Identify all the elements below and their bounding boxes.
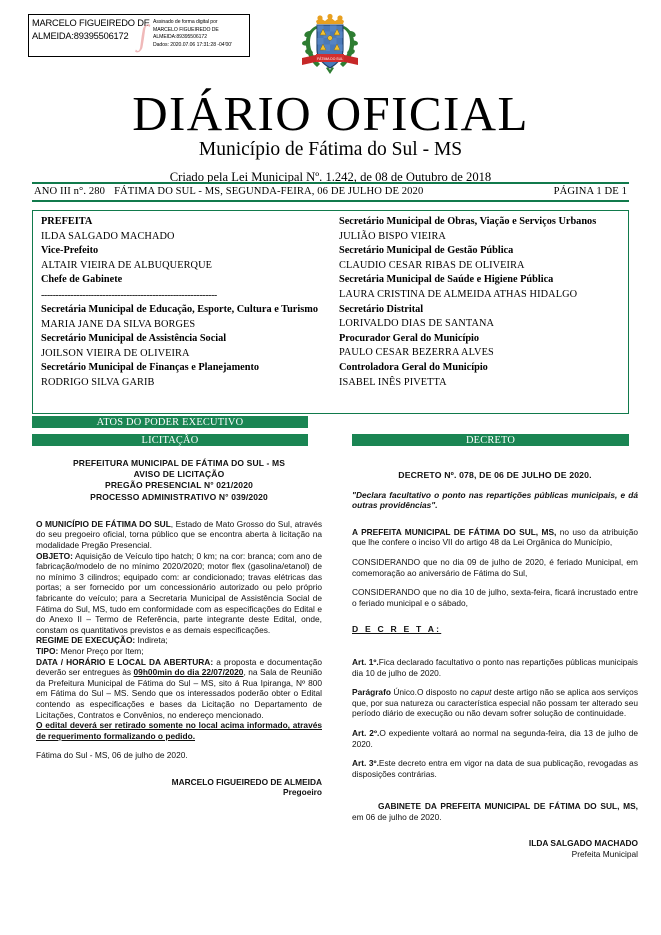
- licitacao-intro-rest: , Estado de Mato Grosso do Sul, através do seu pregoeiro oficial, torna público que se encontra aberta à licitação na modalidade Pregão Presencial.: [36, 518, 323, 550]
- decreto-preamble-bold: A PREFEITA MUNICIPAL DE FÁTIMA DO SUL, MS,: [352, 526, 557, 537]
- decreta-label: D E C R E T A:: [352, 624, 442, 635]
- licitacao-place-date: Fátima do Sul - MS, 06 de julho de 2020.: [36, 750, 188, 761]
- decreto-artigo-3: [352, 758, 638, 779]
- official-name: LORIVALDO DIAS DE SANTANA: [339, 318, 495, 330]
- masthead: [0, 88, 661, 186]
- signature-name: MARCELO FIGUEIREDO DE ALMEIDA:89395506172: [32, 18, 150, 41]
- svg-text:FÁTIMA DO SUL: FÁTIMA DO SUL: [317, 57, 343, 61]
- licitacao-regime-paragraph: [36, 635, 322, 646]
- official-role: Controladora Geral do Município: [339, 361, 488, 373]
- paragrafo-text-1: Único.O disposto no: [390, 687, 471, 698]
- licitacao-article: [36, 458, 322, 798]
- artigo-1-label: Art. 1º.: [352, 656, 379, 667]
- decreto-paragrafo-unico: [352, 687, 638, 719]
- tipo-label: TIPO:: [36, 645, 59, 656]
- tipo-text: Menor Preço por Item;: [58, 645, 144, 656]
- official-role: Secretário Distrital: [339, 303, 424, 315]
- official-name: LAURA CRISTINA DE ALMEIDA ATHAS HIDALGO: [339, 288, 578, 300]
- officials-box: [32, 210, 629, 414]
- official-name: MARIA JANE DA SILVA BORGES: [41, 318, 196, 330]
- official-role: Secretária Municipal de Saúde e Higiene Pública: [339, 274, 554, 286]
- licitacao-data-paragraph: [36, 657, 322, 721]
- digital-signature-stamp: [28, 14, 250, 57]
- official-name: ILDA SALGADO MACHADO: [41, 230, 175, 242]
- data-abertura-label: DATA / HORÁRIO E LOCAL DA ABERTURA:: [36, 656, 214, 667]
- licitacao-heading-line-2: AVISO DE LICITAÇÃO: [133, 469, 225, 480]
- gabinete-rest: em 06 de julho de 2020.: [352, 811, 442, 822]
- decreto-gabinete-line: [352, 801, 638, 822]
- regime-text: Indireta;: [135, 635, 168, 646]
- issue-place-date: FÁTIMA DO SUL - MS, SEGUNDA-FEIRA, 06 DE JULHO DE 2020: [114, 186, 424, 197]
- official-role: Vice-Prefeito: [41, 245, 99, 257]
- signature-flourish-icon: ∫: [136, 18, 150, 53]
- decreto-signer-name: ILDA SALGADO MACHADO: [528, 838, 638, 849]
- artigo-3-label: Art. 3º.: [352, 758, 379, 769]
- licitacao-heading-line-4: PROCESSO ADMINISTRATIVO N° 039/2020: [90, 491, 268, 502]
- signature-meta-line-4: Dados: 2020.07.06 17:31:28 -04'00': [153, 41, 232, 48]
- official-role: Secretário Municipal de Assistência Social: [41, 333, 227, 345]
- signature-meta-line-3: ALMEIDA:89395506172: [153, 34, 207, 41]
- artigo-2-text: O expediente voltará ao normal na segunda-feira, dia 13 de julho de 2020.: [352, 727, 638, 749]
- signature-meta-line-2: MARCELO FIGUEIREDO DE: [153, 26, 219, 33]
- data-abertura-text-1: a proposta e documentação deverão ser entregues às: [36, 656, 322, 678]
- paragrafo-text-2: deste artigo não se aplica aos serviços que, por sua natureza ou característica especial não possam ter alterado seu período diário de execução ou não devam sofrer solução de continuidade.: [352, 687, 638, 719]
- signature-meta-line-1: Assinado de forma digital por: [153, 19, 218, 25]
- decreto-artigo-2: [352, 728, 638, 749]
- section-header-licitacao: LICITAÇÃO: [32, 434, 308, 446]
- gabinete-bold: GABINETE DA PREFEITA MUNICIPAL DE FÁTIMA DO SUL, MS,: [378, 801, 638, 812]
- licitacao-heading-line-3: PREGÃO PRESENCIAL N° 021/2020: [105, 480, 253, 491]
- licitacao-heading-line-1: PREFEITURA MUNICIPAL DE FÁTIMA DO SUL - MS: [72, 458, 286, 468]
- signature-metadata: [151, 15, 249, 56]
- licitacao-intro-bold: O MUNICÍPIO DE FÁTIMA DO SUL: [36, 518, 171, 529]
- masthead-subtitle: Município de Fátima do Sul - MS: [198, 139, 463, 160]
- official-role: Secretário Municipal de Obras, Viação e Serviços Urbanos: [339, 216, 597, 227]
- coat-of-arms-icon: [296, 12, 364, 82]
- section-header-atos-poder-executivo: ATOS DO PODER EXECUTIVO: [32, 416, 308, 428]
- licitacao-heading: [36, 458, 322, 503]
- objeto-text: Aquisição de Veículo tipo hatch; 0 km; na cor: branca; com ano de fabricação/modelo de no mínimo 2020/2020; motor flex (gasolina/etanol) de no mínimo 3 cilindros; equipado com: ar condicionado; travas elétricas das portas; a ser fornecido por um concessionário autorizado ou pelo próprio fabricante do veículo; para a Secretaria Municipal de Assistência Social de Fátima do Sul, MS, tudo em conformidade com as especificações do Edital e do Anexo II – Termo de Referência, parte integrante deste Edital, onde, constam os quantitativos previstos e as demais especificações.: [36, 550, 322, 635]
- artigo-3-text: Este decreto entra em vigor na data de sua publicação, revogadas as disposições contrárias.: [352, 758, 638, 779]
- official-role: Chefe de Gabinete: [41, 274, 123, 286]
- licitacao-objeto-paragraph: [36, 551, 322, 636]
- decreto-considerando-1: CONSIDERANDO que no dia 09 de julho de 2020, é feriado Municipal, em comemoração ao aniversário de Fátima do Sul,: [352, 556, 638, 578]
- section-header-decreto: DECRETO: [352, 434, 629, 446]
- official-name: JOILSON VIEIRA DE OLIVEIRA: [41, 347, 190, 359]
- decreto-preamble: [352, 527, 638, 548]
- officials-column-right: [331, 211, 628, 413]
- official-role: Procurador Geral do Município: [339, 332, 480, 344]
- official-role: Secretário Municipal de Gestão Pública: [339, 245, 514, 257]
- page-title: DIÁRIO OFICIAL: [132, 86, 529, 141]
- paragrafo-caput-italic: caput: [471, 687, 492, 698]
- officials-column-left: [33, 211, 331, 413]
- licitacao-intro-paragraph: [36, 519, 322, 551]
- licitacao-tipo-paragraph: [36, 646, 322, 657]
- licitacao-signer-role: Pregoeiro: [283, 787, 322, 798]
- official-name: RODRIGO SILVA GARIB: [41, 376, 155, 388]
- official-role: Secretário Municipal de Finanças e Planejamento: [41, 362, 260, 374]
- data-abertura-highlight: 09h00min do dia 22/07/2020: [133, 667, 244, 678]
- official-name: CLAUDIO CESAR RIBAS DE OLIVEIRA: [339, 259, 525, 271]
- decreto-ementa: "Declara facultativo o ponto nas repartições públicas municipais, e dá outras providências".: [352, 489, 638, 511]
- artigo-1-text: Fica declarado facultativo o ponto nas repartições públicas municipais dia 10 de julho de 2020.: [352, 656, 638, 678]
- decreto-preamble-rest: no uso da atribuição que lhe confere o inciso VII do artigo 48 da Lei Orgânica do Município,: [352, 526, 638, 548]
- artigo-2-label: Art. 2º.: [352, 727, 380, 738]
- issue-page-count: PÁGINA 1 DE 1: [553, 186, 627, 197]
- official-name: JULIÃO BISPO VIEIRA: [339, 230, 446, 242]
- officials-separator: ------------------------------------------------------------: [41, 289, 217, 301]
- masthead-law-reference: Criado pela Lei Municipal Nº. 1.242, de 08 de Outubro de 2018: [169, 170, 492, 184]
- issue-bar: [32, 182, 629, 202]
- official-role: Secretária Municipal de Educação, Esporte, Cultura e Turismo: [41, 303, 318, 315]
- official-name: ALTAIR VIEIRA DE ALBUQUERQUE: [41, 259, 213, 271]
- official-role: PREFEITA: [41, 216, 93, 227]
- paragrafo-label: Parágrafo: [352, 687, 391, 698]
- data-abertura-text-2: , na Sala de Reunião da Prefeitura Municipal de Fátima do Sul – MS, sito á Rua Ipiranga, Nº 800 em Fátima do Sul – MS. Sendo que os interessados poderão obter o Edital contendo as especificações e bases da Licitação no Departamento de Licitações, Contratos e Convênios, no endereço mencionado.: [36, 667, 322, 720]
- licitacao-signer-name: MARCELO FIGUEIREDO DE ALMEIDA: [171, 776, 322, 787]
- decreto-artigo-1: [352, 657, 638, 678]
- objeto-label: OBJETO:: [36, 550, 73, 561]
- issue-year-number: ANO III n°. 280: [34, 186, 106, 197]
- official-name: ISABEL INÊS PIVETTA: [339, 376, 447, 388]
- issue-identifier: [34, 186, 423, 197]
- decreto-considerando-2: CONSIDERANDO que no dia 10 de julho, sexta-feira, ficará incrustado entre o feriado municipal e o sábado,: [352, 587, 638, 608]
- regime-label: REGIME DE EXECUÇÃO:: [36, 635, 136, 646]
- official-name: PAULO CESAR BEZERRA ALVES: [339, 347, 494, 359]
- decreto-signer-role: Prefeita Municipal: [571, 849, 638, 860]
- edital-retirada-notice: O edital deverá ser retirado somente no local acima informado, através de requerimento formalizando o pedido.: [36, 720, 322, 741]
- decreto-article: [352, 458, 638, 860]
- decreto-number-heading: DECRETO Nº. 078, DE 06 DE JULHO DE 2020.: [398, 470, 592, 480]
